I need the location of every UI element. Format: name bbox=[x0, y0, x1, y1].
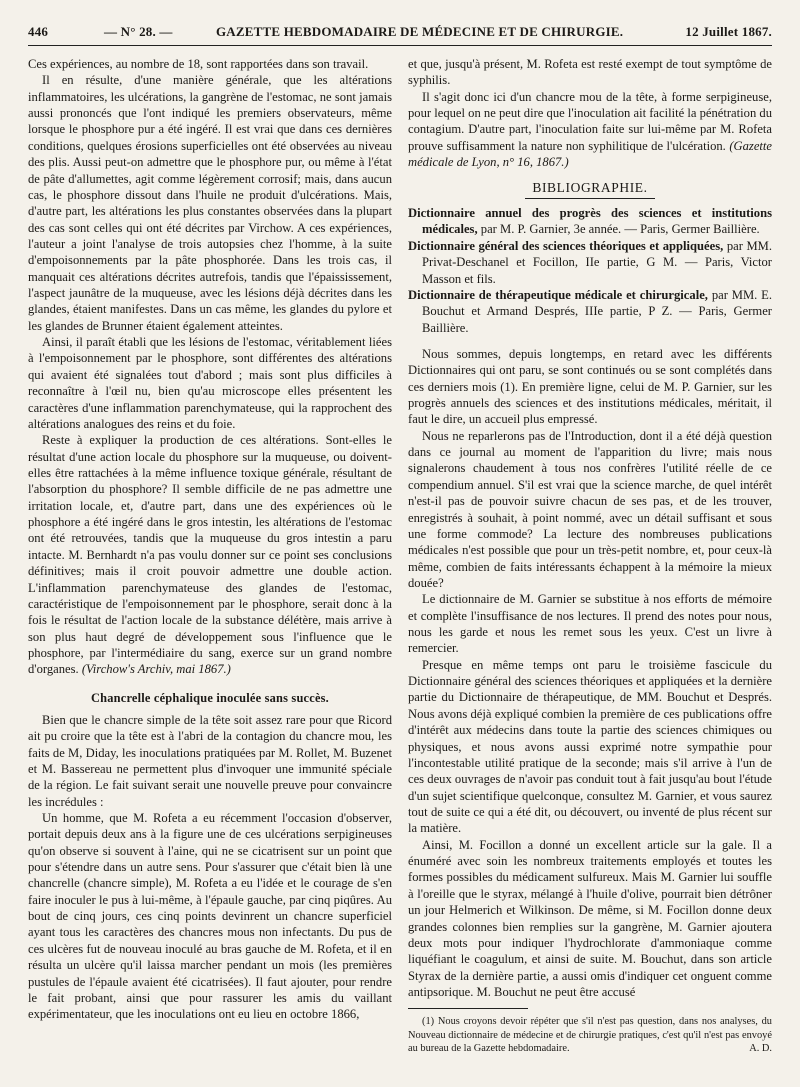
issue-number: — N° 28. — bbox=[104, 24, 173, 39]
journal-title: GAZETTE HEBDOMADAIRE DE MÉDECINE ET DE CHIRURGIE. bbox=[216, 24, 624, 39]
footnote-text bbox=[408, 1015, 772, 1056]
entry-title: Dictionnaire de thérapeutique médicale et chirurgicale, bbox=[408, 287, 708, 302]
footnote-rule bbox=[408, 1008, 528, 1009]
running-header bbox=[28, 20, 772, 46]
paragraph: Ainsi, M. Focillon a donné un excellent article sur la gale. Il a énuméré avec soin les nombreux traitements employés et toutes les formes possibles du médicament sulfureux. Mais M. Garnier lui souffle à l'oreille que le styrax, mélangé à l'huile d'olive, pourrait bien détrôner un jour Helmerich et Wilkinson. De même, si M. Focillon donne deux grandes colonnes bien remplies sur la gangrène, M. Garnier ajoutera deux mots pour indiquer l'hydrochlorate d'ammoniaque comme liquéfiant le coagulum, et ainsi de suite. M. Bouchut, dans son article Styrax de la dernière partie, a aussi omis d'indiquer cet onguent comme antipsorique. M. Bouchut ne peut être accusé bbox=[408, 837, 772, 999]
footnote-signature: A. D. bbox=[749, 1043, 772, 1055]
paragraph: Nous sommes, depuis longtemps, en retard avec les différents Dictionnaires qui ont paru, se sont continués ou se sont complétés dans ces derniers mois (1). En première ligne, celui de M. P. Garnier, sur les progrès annuels des sciences et des institutions médicales, méritait, il faut le dire, un accueil plus empressé. bbox=[408, 346, 772, 427]
source-citation: (Gazette médicale de Lyon, n° 16, 1867.) bbox=[408, 138, 772, 170]
issue-date: 12 Juillet 1867. bbox=[685, 24, 772, 39]
entry-details: par MM. Privat-Deschanel et Focillon, IIe partie, G M. — Paris, Victor Masson et fils. bbox=[422, 238, 773, 286]
page-number: 446 bbox=[28, 24, 49, 39]
paragraph: Bien que le chancre simple de la tête soit assez rare pour que Ricord ait pu croire que la tête est à l'abri de la contagion du chancre mou, les faits de M, Diday, les inoculations pratiquées par M. Rollet, M. Buzenet et M. Bassereau ne permettent plus d'invoquer une immunité spéciale de la région. Le fait suivant serait une nouvelle preuve pour convaincre les incrédules : bbox=[28, 712, 392, 809]
entry-details: par MM. E. Bouchut et Armand Després, IIIe partie, P Z. — Paris, Germer Baillière. bbox=[422, 287, 773, 335]
bibliography-heading: BIBLIOGRAPHIE. bbox=[532, 179, 648, 195]
paragraph: Un homme, que M. Rofeta a eu récemment l'occasion d'observer, portait depuis deux ans à la figure une de ces ulcérations serpigineuses qu'on observe si souvent à l'aine, qui ne se cicatrisent sur un point que pour s'étendre dans un autre sens. Pour s'assurer que c'était bien là une chancrelle (chancre simple), M. Rofeta a eu l'idée et le courage de s'en faire inoculer le pus à lui-même, à l'épaule gauche, par cinq piqûres. Au bout de cinq jours, ces cinq points devinrent un chancre superficiel ayant tous les caractères des chancres mous non infectants. Du pus de ces ulcères fut de nouveau inoculé au bras gauche de M. Rofeta, et il en résulta un ulcère qu'il laissa marcher pendant un mois (les premières pustules de l'épaule avaient été cicatrisées). Il faut ajouter, pour rendre le fait probant, ainsi que pour rassurer les amis du vaillant expérimentateur, que les inoculations ont eu lieu en octobre 1866, bbox=[28, 810, 392, 1022]
paragraph: Presque en même temps ont paru le troisième fascicule du Dictionnaire général des sciences théoriques et appliquées et la dernière partie du Dictionnaire de thérapeutique, de MM. Bouchut et Després. Nous avons déjà expliqué combien la première de ces publications offre d'intérêt aux médecins dans toute la partie des sciences chimiques ou physiques, et nous avons aussi exprimé notre sympathie pour l'incontestable utilité pratique de la seconde; mais s'il arrive à l'un de ces deux ouvrages de n'avoir pas conduit tout à fait jusqu'au bout l'étude d'un sujet scientifique quelconque, consultez M. Garnier, et vous saurez tout de suite ce qui a été dit, ou découvert, ou inventé de plus récent sur la matière. bbox=[408, 657, 772, 836]
spacer bbox=[408, 336, 772, 346]
entry-title: Dictionnaire annuel des progrès des sciences et institutions médicales, bbox=[408, 206, 772, 237]
biblio-entry bbox=[408, 287, 772, 336]
paragraph: Ces expériences, au nombre de 18, sont rapportées dans son travail. bbox=[28, 57, 369, 71]
article-title: Chancrelle céphalique inoculée sans succès. bbox=[91, 690, 329, 705]
paragraph: Ainsi, il paraît établi que les lésions de l'estomac, véritablement liées à l'empoisonnement par le phosphore, sont différentes des altérations qui avaient été signalées tout d'abord ; mais sont plus difficiles à reconnaître à l'œil nu, bien qu'au microscope elles présentent les caractères d'une inflammation parenchymateuse, qui la rapprochent des altérations analogues des reins et du foie. bbox=[28, 335, 392, 431]
paragraph bbox=[408, 89, 772, 171]
citation: (Virchow's Archiv, mai 1867.) bbox=[81, 662, 231, 677]
right-column bbox=[408, 56, 772, 1056]
paragraph-text: Il s'agit donc ici d'un chancre mou de la tête, à forme serpigineuse, pour lequel on ne peut dire que l'inoculation ait facilité la pénétration du contagium. D'autre part, l'inoculation faite sur lui-même par M. Rofeta prouve suffisamment la nature non syphilitique de l'ulcération. bbox=[408, 89, 772, 153]
paragraph bbox=[28, 432, 392, 677]
footnote bbox=[408, 1015, 772, 1056]
left-column bbox=[28, 56, 392, 1023]
paragraph: et que, jusqu'à présent, M. Rofeta est resté exempt de tout symptôme de syphilis. bbox=[408, 57, 772, 88]
biblio-entry bbox=[408, 238, 772, 287]
biblio-entry bbox=[408, 205, 772, 238]
entry-details: par M. P. Garnier, 3e année. — Paris, Germer Baillière. bbox=[480, 222, 760, 237]
footnote-body: (1) Nous croyons devoir répéter que s'il n'est pas question, dans nos analyses, du Nouveau dictionnaire de médecine et de chirurgie pratiques, c'est qu'il n'est pas envoyé au bureau de la Gazette hebdomadaire. bbox=[408, 1016, 772, 1055]
bibliography-rule bbox=[525, 198, 655, 199]
entry-title: Dictionnaire général des sciences théoriques et appliquées, bbox=[408, 238, 724, 253]
paragraph: Nous ne reparlerons pas de l'Introduction, dont il a été déjà question dans ce journal au moment de l'apparition du livre; mais nous signalerons chaudement à tous nos confrères l'utilité réelle de ce compendium annuel. S'il est vrai que la science marche, de quel intérêt n'est-il pas de pouvoir suivre chacun de ses pas, et de les trouver, enregistrés à souhait, à point nommé, avec un détail suffisant et sous une forme commode? La lecture des nombreuses publications médicales n'est possible que pour un très-petit nombre, et, pour ceux-là même, combien de faits intéressants échappent à la mémoire la mieux douée? bbox=[408, 428, 772, 590]
header-rule bbox=[28, 45, 772, 46]
paragraph: Il en résulte, d'une manière générale, que les altérations inflammatoires, les ulcérations, la gangrène de l'estomac, ne sont jamais aussi prononcés que l'ont indiqué les premiers observateurs, même lorsque le phosphore pur a été ingéré. Il est vrai que dans ces dernières conditions, quelques érosions superficielles ont été observées au niveau des plis. Aussi peut-on admettre que le phosphore pur, ou même à l'état de pâte d'allumettes, agit comme légèrement corrosif; mais, dans aucun cas, le phosphore dissout dans l'huile ne produit d'ulcérations. Mais, d'autre part, les altérations les plus constantes observées dans la plupart des cas sont celles qui ont été décrites par Virchow. A ces expériences, l'auteur a joint l'analyse de trois autopsies chez l'homme, à la suite d'empoisonnements par la pâte phosphorée. Dans les trois cas, il manquait ces altérations décrites autrefois, tandis que l'épaississement, l'aspect jaunâtre de la muqueuse, avec les lésions déjà décrites dans les glandes, étaient manifestes. Dans un cas même, les glandes du pylore et les glandes de Brunner étaient également atteintes. bbox=[28, 73, 392, 333]
paragraph-text: Reste à expliquer la production de ces altérations. Sont-elles le résultat d'une action locale du phosphore sur la muqueuse, ou doivent-elles être rattachées à la même influence toxique générale, résultant de l'absorption du phosphore? Il semble difficile de ne pas admettre une irritation locale, et, d'autre part, dans une des expériences où le phosphore a été ingéré dans le gros intestin, les altérations de l'estomac ont été retrouvées, tandis que la muqueuse du gros intestin a paru intacte. M. Bernhardt n'a pas voulu donner sur ce point ses conclusions définitives; mais il croit pouvoir admettre une double action. L'inflammation parenchymateuse des glandes de l'estomac, caractéristique de l'empoisonnement par le phosphore, serait donc à la fois le résultat de l'action locale de la substance délétère, mais arrive à son plus haut degré de développement sous l'influence que le phosphore, par l'intermédiaire du sang, exerce sur un grand nombre d'organes. bbox=[28, 433, 392, 677]
paragraph: Le dictionnaire de M. Garnier se substitue à nos efforts de mémoire et complète l'insuffisance de nos lectures. Il prend des notes pour nous, nous les garde et nous les remet sous les yeux. C'est un livre à remercier. bbox=[408, 592, 772, 656]
